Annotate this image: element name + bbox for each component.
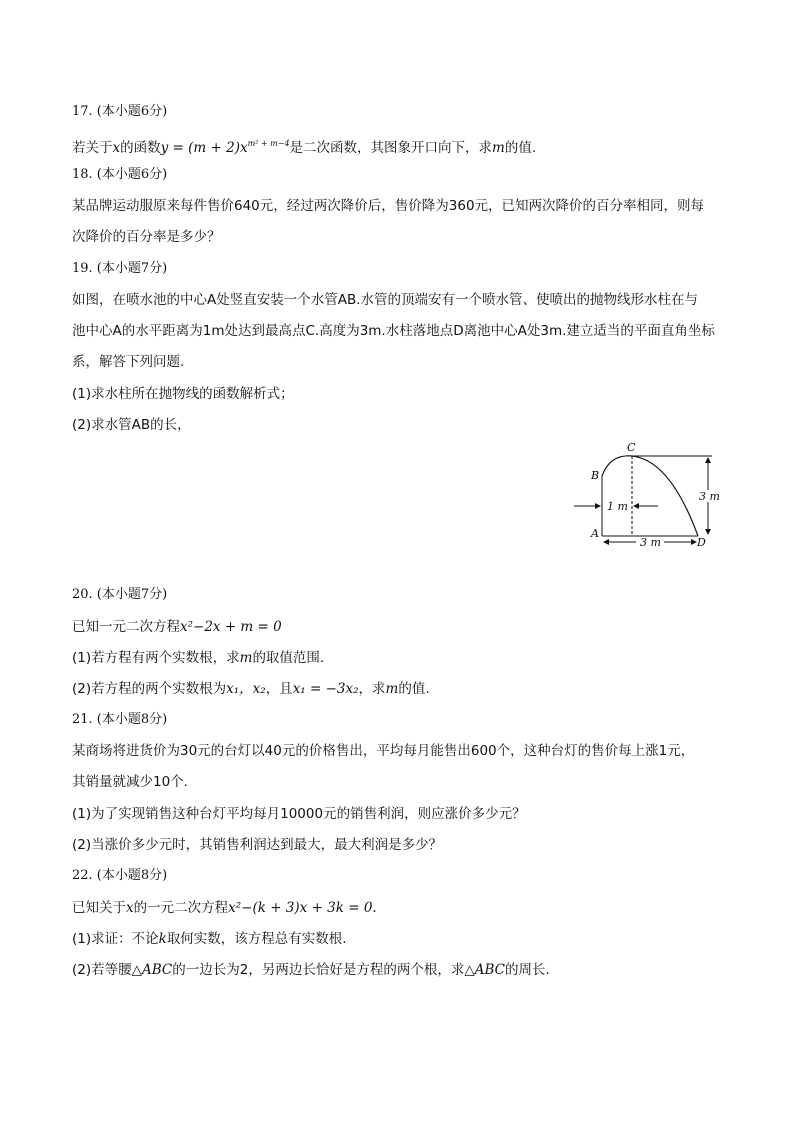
q20-p2-c: ，求 <box>358 681 386 697</box>
q17-header: 17. (本小题6分) <box>72 104 168 119</box>
q21-header: 21. (本小题8分) <box>72 712 168 727</box>
fountain-figure <box>566 436 736 556</box>
q17-body <box>72 134 536 158</box>
q22-part2 <box>72 960 550 980</box>
q19-part1: (1)求水柱所在抛物线的函数解析式； <box>72 386 294 402</box>
q22-p2-a: (2)若等腰 <box>72 962 132 978</box>
q22-text-a: 已知关于 <box>72 900 126 916</box>
q20-p2-a: (2)若方程的两个实数根为 <box>72 681 227 697</box>
q22-p1-a: (1)求证：不论 <box>72 931 159 947</box>
q22-p1-var: k <box>158 931 167 947</box>
q19-part2: (2)求水管AB的长， <box>72 417 191 433</box>
q20-p1-var: m <box>239 650 253 666</box>
q20-p2-b: ，且 <box>265 681 293 697</box>
q20-part2 <box>72 679 430 699</box>
q18-line2: 次降价的百分率是多少？ <box>72 229 221 245</box>
q22-equation: x²−(k + 3)x + 3k = 0. <box>228 900 377 916</box>
q17-var-m: m <box>492 140 505 156</box>
q19-line2: 池中心A的水平距离为1m处达到最高点C.高度为3m.水柱落地点D离池中心A处3m.建立适当的平面直角坐标 <box>72 323 715 339</box>
q17-text-a: 若关于 <box>72 140 113 156</box>
q20-text-a: 已知一元二次方程 <box>72 619 180 635</box>
label-base-3m: 3 m <box>640 536 661 549</box>
q20-body <box>72 617 282 637</box>
q20-p2-d: 的值. <box>398 681 430 697</box>
q22-p2-c: 的周长. <box>505 962 550 978</box>
q22-var-x: x <box>126 900 134 916</box>
q21-part2: (2)当涨价多少元时，其销售利润达到最大，最大利润是多少？ <box>72 837 443 853</box>
q20-p2-roots: x₁，x₂ <box>226 681 266 697</box>
q20-p1-a: (1)若方程有两个实数根，求 <box>72 650 240 666</box>
q21-line1: 某商场将进货价为30元的台灯以40元的价格售出，平均每月能售出600个，这种台灯的售价每上涨1元， <box>72 743 695 759</box>
q20-header: 20. (本小题7分) <box>72 587 168 602</box>
q19-line3: 系，解答下列问题. <box>72 354 185 370</box>
q17-text-d: 的值. <box>504 140 537 156</box>
q20-p2-cond: x₁ = −3x₂ <box>292 681 359 697</box>
q22-p2-b: 的一边长为2，另两边长恰好是方程的两个根，求 <box>172 962 465 978</box>
q19-line1: 如图，在喷水池的中心A处竖直安装一个水管AB.水管的顶端安有一个喷水管、使喷出的抛物线形水柱在与 <box>72 292 699 308</box>
label-1m: 1 m <box>607 500 628 513</box>
q22-header: 22. (本小题8分) <box>72 868 168 883</box>
q18-line1: 某品牌运动服原来每件售价640元，经过两次降价后，售价降为360元，已知两次降价的百分率相同，则每 <box>72 198 705 214</box>
label-d: D <box>697 536 706 549</box>
q21-line2: 其销量就减少10个. <box>72 774 188 790</box>
label-b: B <box>591 469 600 482</box>
water-parabola <box>602 456 698 536</box>
q22-part1 <box>72 929 347 949</box>
label-c: C <box>627 441 636 454</box>
q22-triangle-2: △ABC <box>464 962 505 978</box>
q18-header: 18. (本小题6分) <box>72 167 168 182</box>
q21-part1: (1)为了实现销售这种台灯平均每月10000元的销售利润，则应涨价多少元？ <box>72 806 526 822</box>
q22-triangle-1: △ABC <box>131 962 173 978</box>
q17-function: y = (m + 2)x <box>160 140 248 156</box>
q17-text-b: 的函数 <box>120 140 161 156</box>
q22-text-b: 的一元二次方程 <box>133 900 229 916</box>
q17-exponent: m² + m−4 <box>247 139 290 148</box>
q19-header: 19. (本小题7分) <box>72 261 168 276</box>
q20-p1-b: 的取值范围. <box>252 650 325 666</box>
q20-part1 <box>72 648 324 668</box>
q20-p2-var: m <box>385 681 399 697</box>
q20-equation: x²−2x + m = 0 <box>180 619 282 635</box>
q17-text-c: 是二次函数，其图象开口向下，求 <box>289 140 493 156</box>
label-height-3m: 3 m <box>699 490 720 503</box>
q22-p1-b: 取何实数，该方程总有实数根. <box>166 931 347 947</box>
q22-body <box>72 898 377 918</box>
q17-var-x: x <box>112 140 121 156</box>
label-a: A <box>591 527 599 540</box>
